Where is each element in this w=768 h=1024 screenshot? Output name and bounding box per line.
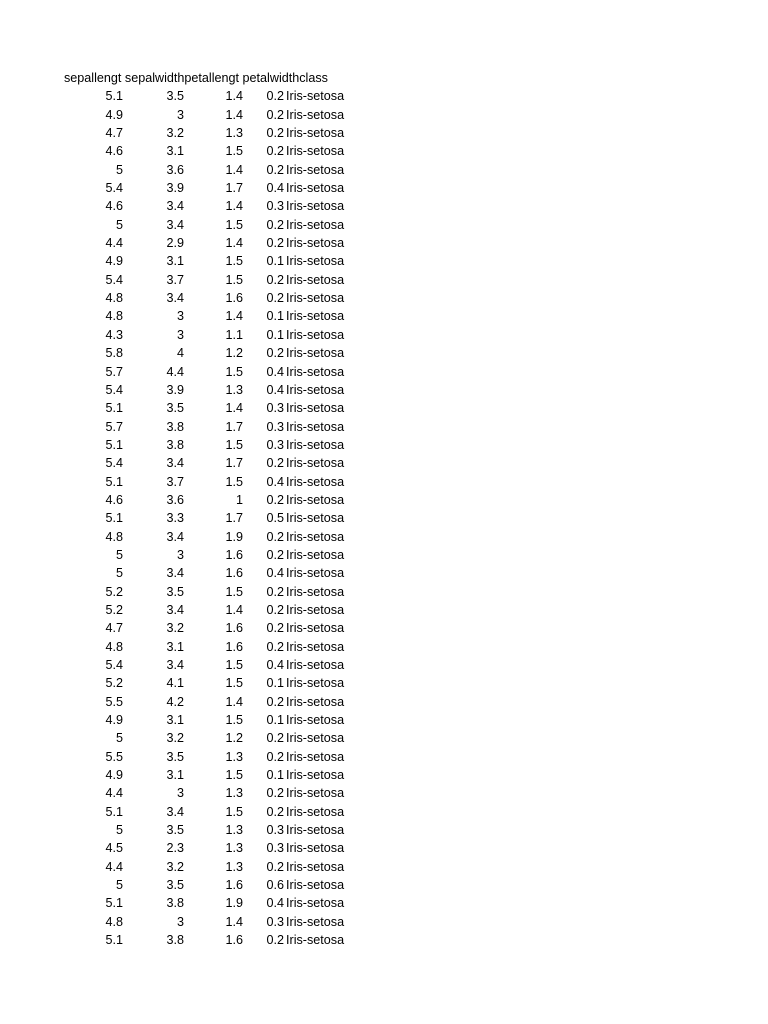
petal-width-cell: 0.3: [266, 914, 284, 929]
table-row: [0, 179, 768, 197]
petal-width-cell: 0.2: [266, 291, 284, 306]
sepal-width-cell: 3.2: [166, 126, 184, 141]
sepal-length-cell: 5: [115, 217, 123, 232]
sepal-width-cell: 3: [176, 786, 184, 801]
table-row: [0, 913, 768, 931]
sepal-length-cell: 4.8: [105, 529, 123, 544]
table-row: [0, 234, 768, 252]
petal-length-cell: 1.4: [225, 914, 243, 929]
petal-length-cell: 1.6: [225, 566, 243, 581]
sepal-length-cell: 4.8: [105, 639, 123, 654]
petal-length-cell: 1.5: [225, 804, 243, 819]
petal-length-cell: 1.4: [225, 401, 243, 416]
table-row: [0, 821, 768, 839]
petal-length-cell: 1.4: [225, 89, 243, 104]
petal-width-cell: 0.2: [266, 694, 284, 709]
table-row: [0, 252, 768, 270]
sepal-length-cell: 5.1: [105, 474, 123, 489]
class-cell: Iris-setosa: [286, 419, 345, 434]
class-cell: Iris-setosa: [286, 364, 345, 379]
sepal-length-cell: 4.4: [105, 786, 123, 801]
class-cell: Iris-setosa: [286, 804, 345, 819]
petal-width-cell: 0.4: [266, 566, 284, 581]
class-cell: Iris-setosa: [286, 272, 345, 287]
petal-width-cell: 0.2: [266, 89, 284, 104]
table-row: [0, 418, 768, 436]
petal-length-cell: 1.4: [225, 107, 243, 122]
sepal-width-cell: 3: [176, 309, 184, 324]
petal-width-cell: 0.5: [266, 511, 284, 526]
petal-length-cell: 1.6: [225, 291, 243, 306]
sepal-width-cell: 3.9: [166, 382, 184, 397]
sepal-width-cell: 3.4: [166, 602, 184, 617]
sepal-width-cell: 3.5: [166, 823, 184, 838]
class-cell: Iris-setosa: [286, 914, 345, 929]
sepal-length-cell: 5.2: [105, 676, 123, 691]
class-cell: Iris-setosa: [286, 254, 345, 269]
petal-width-cell: 0.2: [266, 144, 284, 159]
petal-length-cell: 1.1: [225, 327, 243, 342]
sepal-length-cell: 5.4: [105, 658, 123, 672]
petal-width-cell: 0.2: [266, 456, 284, 471]
class-cell: Iris-setosa: [286, 933, 345, 948]
petal-width-cell: 0.4: [266, 382, 284, 397]
table-row: [0, 124, 768, 142]
class-cell: Iris-setosa: [286, 529, 345, 544]
class-cell: Iris-setosa: [286, 144, 345, 159]
sepal-width-cell: 3.8: [166, 419, 184, 434]
sepal-length-cell: 4.9: [105, 768, 123, 783]
sepal-width-cell: 3: [176, 107, 184, 122]
petal-length-cell: 1.5: [225, 768, 243, 783]
sepal-width-cell: 3.4: [166, 217, 184, 232]
sepal-length-cell: 5.1: [105, 896, 123, 911]
sepal-length-cell: 4.3: [105, 327, 123, 342]
petal-length-cell: 1.9: [225, 896, 243, 911]
class-cell: Iris-setosa: [286, 566, 345, 581]
petal-length-cell: 1.5: [225, 474, 243, 489]
sepal-length-cell: 5.1: [105, 804, 123, 819]
class-cell: Iris-setosa: [286, 162, 345, 177]
sepal-width-cell: 3.8: [166, 896, 184, 911]
class-cell: Iris-setosa: [286, 511, 345, 526]
table-row: [0, 803, 768, 821]
sepal-length-cell: 4.9: [105, 713, 123, 728]
class-cell: Iris-setosa: [286, 896, 345, 911]
sepal-width-cell: 3.8: [166, 437, 184, 452]
class-cell: Iris-setosa: [286, 639, 345, 654]
sepal-width-cell: 3.4: [166, 199, 184, 214]
sepal-width-cell: 3.3: [166, 511, 184, 526]
petal-length-cell: 1.7: [225, 181, 243, 196]
sepal-width-cell: 3.2: [166, 731, 184, 746]
table-row: [0, 363, 768, 381]
table-row: [0, 399, 768, 417]
class-cell: Iris-setosa: [286, 217, 345, 232]
sepal-width-cell: 3.4: [166, 529, 184, 544]
sepal-length-cell: 5.4: [105, 181, 123, 196]
sepal-length-cell: 5.4: [105, 382, 123, 397]
petal-width-cell: 0.3: [266, 199, 284, 214]
petal-length-cell: 1.4: [225, 309, 243, 324]
sepal-width-cell: 3.5: [166, 89, 184, 104]
sepal-width-cell: 3.7: [166, 272, 184, 287]
table-row: [0, 271, 768, 289]
sepal-width-cell: 3.5: [166, 749, 184, 764]
petal-length-cell: 1.5: [225, 658, 243, 672]
class-cell: Iris-setosa: [286, 749, 345, 764]
sepal-length-cell: 4.6: [105, 199, 123, 214]
class-cell: Iris-setosa: [286, 694, 345, 709]
petal-width-cell: 0.2: [266, 621, 284, 636]
petal-width-cell: 0.2: [266, 639, 284, 654]
table-row: [0, 289, 768, 307]
petal-width-cell: 0.3: [266, 823, 284, 838]
petal-width-cell: 0.4: [266, 474, 284, 489]
class-cell: Iris-setosa: [286, 327, 345, 342]
sepal-width-cell: 3.1: [166, 144, 184, 159]
sepal-width-cell: 2.3: [166, 841, 184, 856]
petal-width-cell: 0.4: [266, 896, 284, 911]
sepal-width-cell: 3: [176, 914, 184, 929]
class-cell: Iris-setosa: [286, 199, 345, 214]
petal-length-cell: 1.3: [225, 382, 243, 397]
class-cell: Iris-setosa: [286, 382, 345, 397]
sepal-length-cell: 4.7: [105, 126, 123, 141]
table-row: [0, 583, 768, 601]
class-cell: Iris-setosa: [286, 584, 345, 599]
sepal-length-cell: 5.4: [105, 456, 123, 471]
petal-width-cell: 0.1: [266, 768, 284, 783]
petal-length-cell: 1.9: [225, 529, 243, 544]
table-row: [0, 858, 768, 876]
class-cell: Iris-setosa: [286, 492, 345, 507]
sepal-length-cell: 4.4: [105, 236, 123, 251]
petal-length-cell: 1.4: [225, 199, 243, 214]
data-rows: [0, 87, 768, 949]
petal-length-cell: 1.7: [225, 511, 243, 526]
sepal-width-cell: 2.9: [166, 236, 184, 251]
table-row: [0, 106, 768, 124]
sepal-width-cell: 3.4: [166, 291, 184, 306]
class-cell: Iris-setosa: [286, 181, 345, 196]
table-row: [0, 601, 768, 619]
petal-width-cell: 0.2: [266, 547, 284, 562]
petal-length-cell: 1.5: [225, 144, 243, 159]
sepal-width-cell: 3.1: [166, 713, 184, 728]
sepal-length-cell: 5.1: [105, 511, 123, 526]
petal-length-cell: 1: [235, 492, 243, 507]
class-cell: Iris-setosa: [286, 713, 345, 728]
sepal-length-cell: 4.8: [105, 309, 123, 324]
petal-length-cell: 1.2: [225, 346, 243, 361]
table-row: [0, 381, 768, 399]
class-cell: Iris-setosa: [286, 89, 345, 104]
table-row: [0, 197, 768, 215]
sepal-width-cell: 3.5: [166, 401, 184, 416]
sepal-length-cell: 5: [115, 878, 123, 893]
petal-width-cell: 0.2: [266, 162, 284, 177]
sepal-length-cell: 5.4: [105, 272, 123, 287]
petal-length-cell: 1.4: [225, 694, 243, 709]
class-cell: Iris-setosa: [286, 309, 345, 324]
table-row: [0, 894, 768, 912]
class-cell: Iris-setosa: [286, 658, 345, 672]
sepal-length-cell: 5: [115, 731, 123, 746]
petal-length-cell: 1.4: [225, 236, 243, 251]
class-cell: Iris-setosa: [286, 768, 345, 783]
petal-width-cell: 0.2: [266, 272, 284, 287]
sepal-width-cell: 3.2: [166, 621, 184, 636]
sepal-width-cell: 4: [176, 346, 184, 361]
petal-width-cell: 0.2: [266, 584, 284, 599]
petal-length-cell: 1.5: [225, 713, 243, 728]
sepal-length-cell: 4.7: [105, 621, 123, 636]
petal-length-cell: 1.6: [225, 639, 243, 654]
table-row: [0, 307, 768, 325]
petal-width-cell: 0.2: [266, 107, 284, 122]
table-row: [0, 784, 768, 802]
class-cell: Iris-setosa: [286, 841, 345, 856]
class-cell: Iris-setosa: [286, 401, 345, 416]
sepal-length-cell: 5.8: [105, 346, 123, 361]
sepal-length-cell: 5.7: [105, 364, 123, 379]
sepal-length-cell: 5.1: [105, 437, 123, 452]
petal-length-cell: 1.5: [225, 217, 243, 232]
table-row: [0, 491, 768, 509]
petal-width-cell: 0.2: [266, 731, 284, 746]
sepal-width-cell: 3.1: [166, 639, 184, 654]
petal-length-cell: 1.4: [225, 602, 243, 617]
petal-length-cell: 1.7: [225, 419, 243, 434]
table-row: [0, 344, 768, 362]
petal-length-cell: 1.2: [225, 731, 243, 746]
sepal-length-cell: 4.6: [105, 144, 123, 159]
class-cell: Iris-setosa: [286, 346, 345, 361]
petal-width-cell: 0.1: [266, 254, 284, 269]
table-row: [0, 839, 768, 857]
sepal-width-cell: 3.9: [166, 181, 184, 196]
sepal-width-cell: 3.1: [166, 768, 184, 783]
petal-length-cell: 1.3: [225, 749, 243, 764]
sepal-length-cell: 5: [115, 823, 123, 838]
class-cell: Iris-setosa: [286, 291, 345, 306]
table-row: [0, 216, 768, 234]
sepal-length-cell: 5.2: [105, 584, 123, 599]
table-row: [0, 509, 768, 527]
petal-width-cell: 0.4: [266, 181, 284, 196]
sepal-length-cell: 5.2: [105, 602, 123, 617]
table-row: [0, 748, 768, 766]
petal-width-cell: 0.2: [266, 804, 284, 819]
table-row: [0, 473, 768, 491]
sepal-width-cell: 3.4: [166, 658, 184, 672]
sepal-length-cell: 5: [115, 162, 123, 177]
petal-width-cell: 0.2: [266, 217, 284, 232]
petal-length-cell: 1.6: [225, 933, 243, 948]
sepal-length-cell: 4.5: [105, 841, 123, 856]
sepal-length-cell: 4.9: [105, 107, 123, 122]
sepal-length-cell: 4.9: [105, 254, 123, 269]
sepal-length-cell: 5: [115, 547, 123, 562]
header-row: [0, 69, 768, 87]
sepal-width-cell: 3: [176, 327, 184, 342]
petal-width-cell: 0.3: [266, 841, 284, 856]
petal-width-cell: 0.2: [266, 933, 284, 948]
class-cell: Iris-setosa: [286, 823, 345, 838]
petal-width-cell: 0.2: [266, 786, 284, 801]
sepal-length-cell: 4.8: [105, 914, 123, 929]
sepal-length-cell: 5.5: [105, 749, 123, 764]
class-cell: Iris-setosa: [286, 621, 345, 636]
petal-length-cell: 1.3: [225, 859, 243, 874]
petal-length-cell: 1.6: [225, 547, 243, 562]
table-row: [0, 766, 768, 784]
petal-width-cell: 0.2: [266, 749, 284, 764]
sepal-length-cell: 5.5: [105, 694, 123, 709]
petal-length-cell: 1.4: [225, 162, 243, 177]
table-row: [0, 619, 768, 637]
class-cell: Iris-setosa: [286, 236, 345, 251]
table-row: [0, 87, 768, 105]
petal-width-cell: 0.3: [266, 437, 284, 452]
petal-length-cell: 1.6: [225, 621, 243, 636]
table-row: [0, 326, 768, 344]
table-row: [0, 693, 768, 711]
table-row: [0, 876, 768, 894]
petal-width-cell: 0.2: [266, 126, 284, 141]
class-cell: Iris-setosa: [286, 859, 345, 874]
sepal-length-cell: 4.6: [105, 492, 123, 507]
sepal-width-cell: 4.4: [166, 364, 184, 379]
class-cell: Iris-setosa: [286, 126, 345, 141]
class-cell: Iris-setosa: [286, 786, 345, 801]
petal-length-cell: 1.3: [225, 841, 243, 856]
table-row: [0, 454, 768, 472]
class-cell: Iris-setosa: [286, 456, 345, 471]
sepal-length-cell: 4.8: [105, 291, 123, 306]
class-cell: Iris-setosa: [286, 547, 345, 562]
sepal-length-cell: 5.1: [105, 89, 123, 104]
table-row: [0, 528, 768, 546]
petal-width-cell: 0.2: [266, 346, 284, 361]
petal-width-cell: 0.2: [266, 859, 284, 874]
petal-length-cell: 1.5: [225, 437, 243, 452]
table-row: [0, 711, 768, 729]
sepal-width-cell: 4.2: [166, 694, 184, 709]
table-row: [0, 564, 768, 582]
petal-width-cell: 0.2: [266, 236, 284, 251]
sepal-length-cell: 5.1: [105, 933, 123, 948]
petal-width-cell: 0.4: [266, 364, 284, 379]
sepal-width-cell: 3.7: [166, 474, 184, 489]
class-cell: Iris-setosa: [286, 731, 345, 746]
petal-length-cell: 1.7: [225, 456, 243, 471]
sepal-length-cell: 5.7: [105, 419, 123, 434]
petal-length-cell: 1.5: [225, 364, 243, 379]
petal-width-cell: 0.3: [266, 401, 284, 416]
class-cell: Iris-setosa: [286, 437, 345, 452]
table-row: [0, 931, 768, 949]
petal-length-cell: 1.3: [225, 786, 243, 801]
petal-length-cell: 1.5: [225, 584, 243, 599]
class-cell: Iris-setosa: [286, 107, 345, 122]
petal-width-cell: 0.1: [266, 327, 284, 342]
sepal-width-cell: 3.4: [166, 456, 184, 471]
petal-width-cell: 0.2: [266, 602, 284, 617]
class-cell: Iris-setosa: [286, 602, 345, 617]
petal-width-cell: 0.2: [266, 492, 284, 507]
sepal-width-cell: 3.1: [166, 254, 184, 269]
sepal-width-cell: 3.5: [166, 878, 184, 893]
class-cell: Iris-setosa: [286, 676, 345, 691]
petal-width-cell: 0.6: [266, 878, 284, 893]
petal-width-cell: 0.4: [266, 658, 284, 672]
petal-width-cell: 0.1: [266, 309, 284, 324]
sepal-length-cell: 4.4: [105, 859, 123, 874]
sepal-width-cell: 4.1: [166, 676, 184, 691]
table-row: [0, 656, 768, 674]
petal-length-cell: 1.3: [225, 126, 243, 141]
petal-width-cell: 0.1: [266, 676, 284, 691]
sepal-width-cell: 3.4: [166, 566, 184, 581]
sepal-width-cell: 3: [176, 547, 184, 562]
petal-width-cell: 0.3: [266, 419, 284, 434]
table-row: [0, 436, 768, 454]
class-cell: Iris-setosa: [286, 878, 345, 893]
table-row: [0, 546, 768, 564]
sepal-width-cell: 3.6: [166, 492, 184, 507]
petal-width-cell: 0.2: [266, 529, 284, 544]
petal-length-cell: 1.5: [225, 272, 243, 287]
petal-length-cell: 1.6: [225, 878, 243, 893]
table-row: [0, 638, 768, 656]
sepal-width-cell: 3.2: [166, 859, 184, 874]
data-sheet: [0, 69, 768, 950]
header-text: sepallengt sepalwidthpetallengt petalwidthclass: [64, 71, 328, 85]
sepal-width-cell: 3.8: [166, 933, 184, 948]
petal-length-cell: 1.3: [225, 823, 243, 838]
class-cell: Iris-setosa: [286, 474, 345, 489]
table-row: [0, 161, 768, 179]
petal-length-cell: 1.5: [225, 676, 243, 691]
sepal-width-cell: 3.4: [166, 804, 184, 819]
sepal-width-cell: 3.6: [166, 162, 184, 177]
petal-width-cell: 0.1: [266, 713, 284, 728]
table-row: [0, 142, 768, 160]
sepal-length-cell: 5: [115, 566, 123, 581]
sepal-length-cell: 5.1: [105, 401, 123, 416]
table-row: [0, 674, 768, 692]
sepal-width-cell: 3.5: [166, 584, 184, 599]
table-row: [0, 729, 768, 747]
petal-length-cell: 1.5: [225, 254, 243, 269]
